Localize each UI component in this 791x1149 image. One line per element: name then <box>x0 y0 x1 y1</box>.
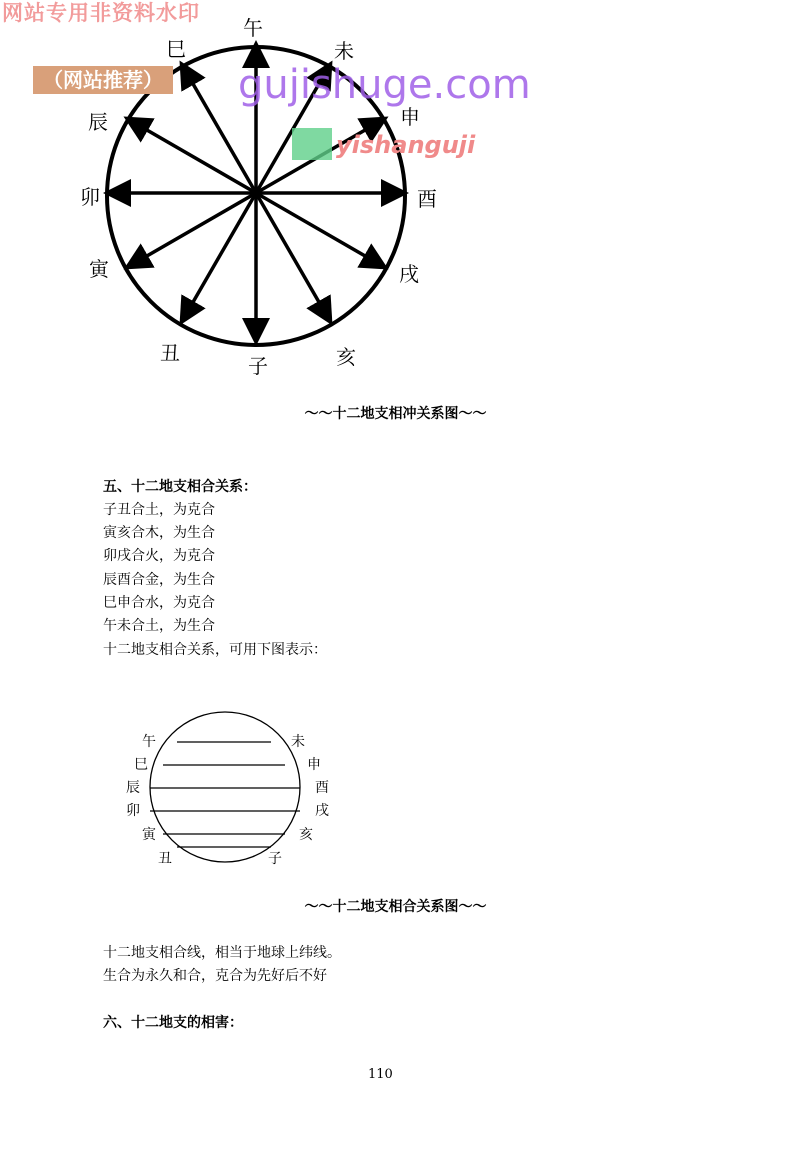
combine-label-right: 子 <box>268 851 282 867</box>
combine-label-left: 午 <box>142 734 156 750</box>
combine-label-left: 寅 <box>142 827 156 843</box>
clash-label: 卯 <box>80 185 100 209</box>
text-line: 辰酉合金，为生合 <box>103 572 215 588</box>
clash-arrow <box>256 193 382 266</box>
text-line: 十二地支相合关系，可用下图表示： <box>103 642 327 658</box>
clash-label: 亥 <box>336 345 356 369</box>
watermark-wechat: yishanguji <box>336 131 476 159</box>
text-line: 子丑合土，为克合 <box>103 502 215 518</box>
watermark-site: gujishuge.com <box>238 62 531 108</box>
clash-caption: ～～十二地支相冲关系图～～ <box>304 406 487 422</box>
section5-heading: 五、十二地支相合关系： <box>103 479 257 495</box>
clash-label: 丑 <box>160 341 180 365</box>
wechat-icon <box>292 128 332 160</box>
text-line: 卯戌合火，为克合 <box>103 548 215 564</box>
combine-label-right: 酉 <box>315 780 329 796</box>
combine-label-right: 亥 <box>299 827 313 843</box>
combine-label-right: 未 <box>291 734 305 750</box>
text-line: 十二地支相合线，相当于地球上纬线。 <box>103 945 341 961</box>
combine-label-left: 巳 <box>134 757 148 773</box>
clash-label: 午 <box>243 16 263 40</box>
text-line: 巳申合水，为克合 <box>103 595 215 611</box>
clash-arrow <box>130 120 256 193</box>
combine-label-left: 丑 <box>158 851 172 867</box>
watermark-text: 网站专用非资料水印 <box>2 1 200 25</box>
text-line: 寅亥合木，为生合 <box>103 525 215 541</box>
combine-label-left: 辰 <box>126 780 140 796</box>
clash-label: 辰 <box>88 110 108 134</box>
clash-label: 申 <box>400 105 420 129</box>
clash-label: 巳 <box>166 37 186 61</box>
combine-lines <box>150 742 300 847</box>
combine-caption: ～～十二地支相合关系图～～ <box>304 899 487 915</box>
clash-label: 未 <box>334 39 354 63</box>
combine-label-left: 卯 <box>126 803 140 819</box>
clash-label: 戌 <box>399 262 419 286</box>
clash-arrow <box>256 193 329 319</box>
combine-label-right: 申 <box>307 757 321 773</box>
combine-circle <box>150 712 300 862</box>
combine-label-right: 戌 <box>315 803 329 819</box>
watermark-badge: （网站推荐） <box>33 66 173 94</box>
page-number: 110 <box>368 1067 393 1082</box>
clash-label: 酉 <box>417 187 437 211</box>
clash-label: 子 <box>248 354 268 378</box>
clash-arrow <box>183 193 256 319</box>
clash-label: 寅 <box>89 257 109 281</box>
text-line: 生合为永久和合，克合为先好后不好 <box>103 968 327 984</box>
text-line: 午未合土，为生合 <box>103 618 215 634</box>
clash-arrow <box>130 193 256 266</box>
section6-heading: 六、十二地支的相害： <box>103 1015 243 1031</box>
